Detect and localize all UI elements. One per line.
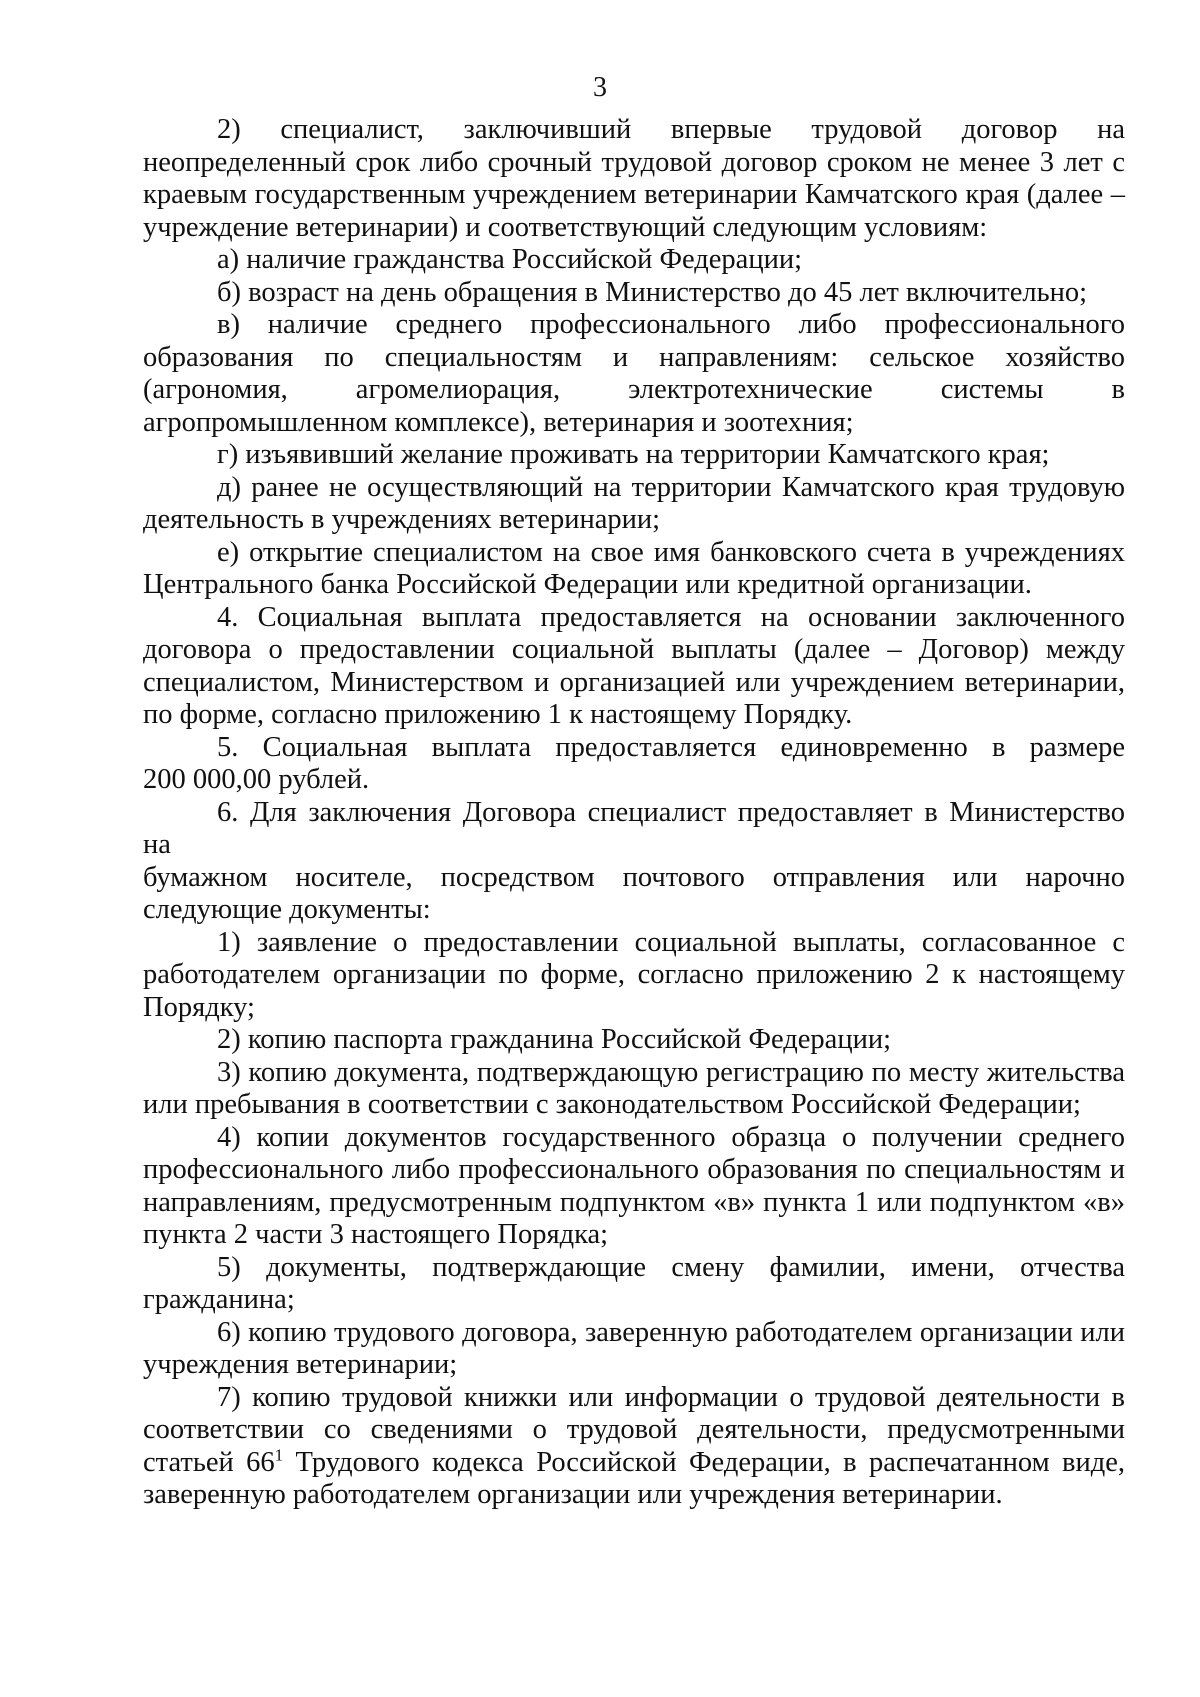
clause-4-line-2: договора о предоставлении социальной выплаты (далее – Договор) между — [143, 634, 1125, 665]
item-2-line-1: 2) специалист, заключивший впервые трудовой договор на — [217, 114, 1125, 145]
doc-item-1-line-2: работодателем организации по форме, согласно приложению 2 к настоящему — [143, 959, 1125, 990]
item-2-line-2: неопределенный срок либо срочный трудовой договор сроком не менее 3 лет с — [143, 146, 1125, 178]
doc-item-4-line-1: 4) копии документов государственного образца о получении среднего — [217, 1121, 1125, 1153]
clause-6-line-3: следующие документы: — [143, 894, 431, 925]
page-number: 3 — [593, 72, 607, 103]
doc-item-4-line-3: направлениям, предусмотренным подпунктом «в» пункта 1 или подпунктом «в» — [143, 1186, 1125, 1218]
subitem-d-line-1: д) ранее не осуществляющий на территории Камчатского края трудовую — [217, 471, 1125, 503]
doc-item-2: 2) копию паспорта гражданина Российской Федерации; — [217, 1024, 891, 1055]
doc-item-5-line-2: гражданина; — [143, 1284, 295, 1315]
item-2-line-4: учреждение ветеринарии) и соответствующий следующим условиям: — [143, 211, 988, 243]
subitem-v-line-3: (агрономия, агромелиорация, электротехнические системы в — [143, 374, 1125, 405]
doc-item-7-line-1: 7) копию трудовой книжки или информации о трудовой деятельности в — [217, 1381, 1125, 1413]
clause-6-line-2: бумажном носителе, посредством почтового отправления или нарочно — [143, 861, 1125, 893]
subitem-e-line-2: Центрального банка Российской Федерации или кредитной организации. — [143, 569, 1032, 600]
doc-item-6-line-2: учреждения ветеринарии; — [143, 1349, 458, 1380]
item-2-line-3: краевым государственным учреждением ветеринарии Камчатского края (далее – — [143, 179, 1125, 210]
doc-item-7-line-3 — [143, 1447, 1125, 1480]
doc-item-5-line-1: 5) документы, подтверждающие смену фамилии, имени, отчества — [217, 1251, 1125, 1283]
doc-item-7-line-3-start: статьей 66 — [143, 1446, 275, 1478]
doc-item-1-line-1: 1) заявление о предоставлении социальной выплаты, согласованное с — [217, 926, 1125, 958]
doc-item-7-line-2: соответствии со сведениями о трудовой деятельности, предусмотренными — [143, 1414, 1125, 1445]
subitem-v-line-2: образования по специальностям и направлениям: сельское хозяйство — [143, 341, 1125, 373]
doc-item-3-line-2: или пребывания в соответствии с законодательством Российской Федерации; — [143, 1089, 1081, 1120]
clause-4-line-1: 4. Социальная выплата предоставляется на основании заключенного — [217, 601, 1125, 633]
doc-item-4-line-4: пункта 2 части 3 настоящего Порядка; — [143, 1219, 609, 1250]
subitem-e-line-1: е) открытие специалистом на свое имя банковского счета в учреждениях — [217, 536, 1125, 568]
doc-item-1-line-3: Порядку; — [143, 991, 255, 1023]
clause-5-line-1: 5. Социальная выплата предоставляется единовременно в размере — [217, 731, 1125, 763]
doc-item-4-line-2: профессионального либо профессионального образования по специальностям и — [143, 1154, 1125, 1185]
doc-item-7-line-3-end: Трудового кодекса Российской Федерации, в распечатанном виде, — [283, 1446, 1126, 1478]
subitem-v-line-1: в) наличие среднего профессионального либо профессионального — [217, 309, 1125, 340]
clause-4-line-4: по форме, согласно приложению 1 к настоящему Порядку. — [143, 699, 853, 730]
doc-item-3-line-1: 3) копию документа, подтверждающую регистрацию по месту жительства — [217, 1056, 1125, 1088]
superscript-article-number: 1 — [274, 1445, 284, 1464]
subitem-v-line-4: агропромышленном комплексе), ветеринария и зоотехния; — [143, 406, 854, 438]
subitem-g: г) изъявивший желание проживать на территории Камчатского края; — [217, 439, 1050, 470]
document-body — [143, 114, 1125, 1512]
subitem-b: б) возраст на день обращения в Министерство до 45 лет включительно; — [217, 276, 1087, 308]
clause-4-line-3: специалистом, Министерством и организацией или учреждением ветеринарии, — [143, 666, 1125, 698]
subitem-d-line-2: деятельность в учреждениях ветеринарии; — [143, 504, 661, 535]
doc-item-6-line-1: 6) копию трудового договора, заверенную работодателем организации или — [217, 1316, 1125, 1348]
clause-6-line-1: 6. Для заключения Договора специалист предоставляет в Министерство на — [143, 796, 1125, 860]
clause-5-line-2: 200 000,00 рублей. — [143, 764, 370, 795]
doc-item-7-line-4: заверенную работодателем организации или учреждения ветеринарии. — [143, 1479, 1003, 1510]
subitem-a: а) наличие гражданства Российской Федерации; — [217, 244, 802, 275]
